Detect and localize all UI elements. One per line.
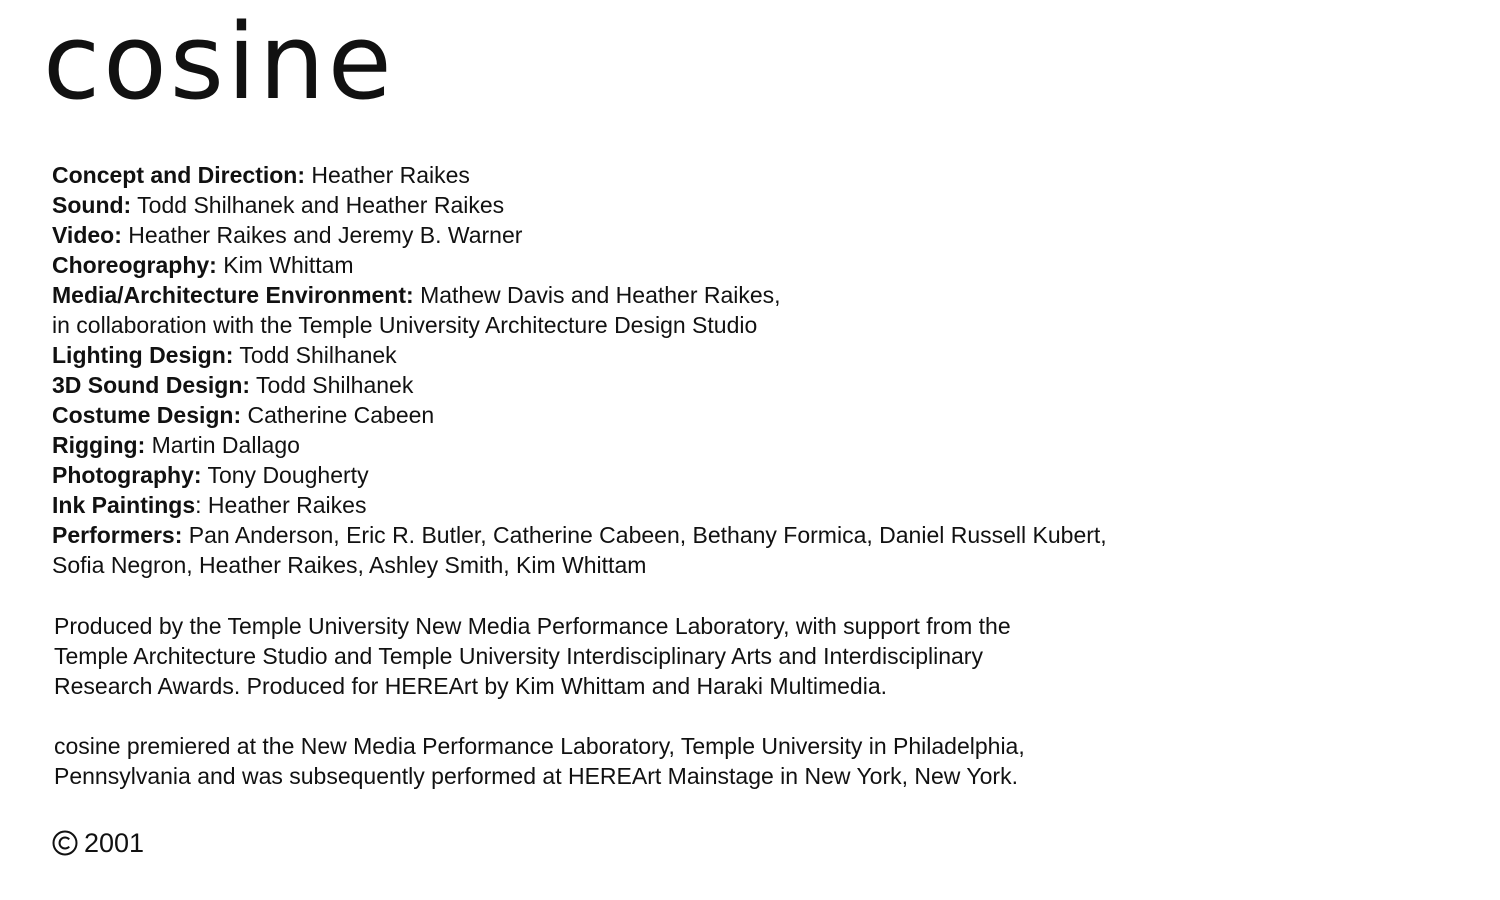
paragraph-line: Research Awards. Produced for HEREArt by Kim Whittam and Haraki Multimedia. bbox=[54, 673, 887, 699]
credit-role: Photography: bbox=[52, 462, 202, 488]
copyright-notice bbox=[52, 826, 144, 860]
production-paragraph bbox=[54, 611, 1254, 701]
paragraph-line: Temple Architecture Studio and Temple University Interdisciplinary Arts and Interdisciplinary bbox=[54, 643, 983, 669]
credit-role: Ink Paintings bbox=[52, 492, 196, 518]
credit-name: Martin Dallago bbox=[145, 432, 300, 458]
credit-line bbox=[52, 280, 1252, 310]
credit-role: 3D Sound Design: bbox=[52, 372, 251, 398]
credit-name: : Heather Raikes bbox=[195, 492, 367, 518]
paragraph-line: Produced by the Temple University New Media Performance Laboratory, with support from the bbox=[54, 613, 1011, 639]
copyright-icon bbox=[52, 830, 78, 856]
credit-line bbox=[52, 310, 1252, 340]
credit-line bbox=[52, 190, 1252, 220]
credit-name: in collaboration with the Temple University Architecture Design Studio bbox=[52, 312, 758, 338]
credit-line bbox=[52, 340, 1252, 370]
paragraph-line: cosine premiered at the New Media Performance Laboratory, Temple University in Philadelphia, bbox=[54, 733, 1025, 759]
credit-role: Performers: bbox=[52, 522, 183, 548]
credit-name: Todd Shilhanek bbox=[233, 342, 397, 368]
credit-line bbox=[52, 430, 1252, 460]
credit-line bbox=[52, 460, 1252, 490]
paragraph-line: Pennsylvania and was subsequently performed at HEREArt Mainstage in New York, New York. bbox=[54, 763, 1018, 789]
credit-role: Choreography: bbox=[52, 252, 217, 278]
credit-name: Pan Anderson, Eric R. Butler, Catherine Cabeen, Bethany Formica, Daniel Russell Kubert, bbox=[182, 522, 1107, 548]
credit-line bbox=[52, 250, 1252, 280]
credit-role: Media/Architecture Environment: bbox=[52, 282, 414, 308]
credit-name: Mathew Davis and Heather Raikes, bbox=[413, 282, 781, 308]
credit-name: Sofia Negron, Heather Raikes, Ashley Smith, Kim Whittam bbox=[52, 552, 647, 578]
credit-role: Video: bbox=[52, 222, 122, 248]
credit-name: Heather Raikes bbox=[305, 162, 470, 188]
credit-role: Costume Design: bbox=[52, 402, 242, 428]
credit-line bbox=[52, 520, 1252, 550]
credit-line bbox=[52, 490, 1252, 520]
credit-role: Concept and Direction: bbox=[52, 162, 306, 188]
credit-name: Todd Shilhanek bbox=[250, 372, 414, 398]
credit-name: Todd Shilhanek and Heather Raikes bbox=[131, 192, 505, 218]
page-title: cosine bbox=[43, 1, 395, 123]
credit-line bbox=[52, 400, 1252, 430]
credit-role: Rigging: bbox=[52, 432, 146, 458]
premiere-paragraph bbox=[54, 731, 1254, 791]
credits-list bbox=[52, 160, 1252, 580]
credit-line bbox=[52, 220, 1252, 250]
credit-line bbox=[52, 550, 1252, 580]
credit-line bbox=[52, 160, 1252, 190]
credit-name: Kim Whittam bbox=[216, 252, 354, 278]
credit-role: Lighting Design: bbox=[52, 342, 234, 368]
copyright-year: 2001 bbox=[84, 828, 145, 858]
credit-role: Sound: bbox=[52, 192, 132, 218]
credit-line bbox=[52, 370, 1252, 400]
credit-name: Catherine Cabeen bbox=[241, 402, 435, 428]
credit-name: Tony Dougherty bbox=[201, 462, 369, 488]
credit-name: Heather Raikes and Jeremy B. Warner bbox=[121, 222, 523, 248]
